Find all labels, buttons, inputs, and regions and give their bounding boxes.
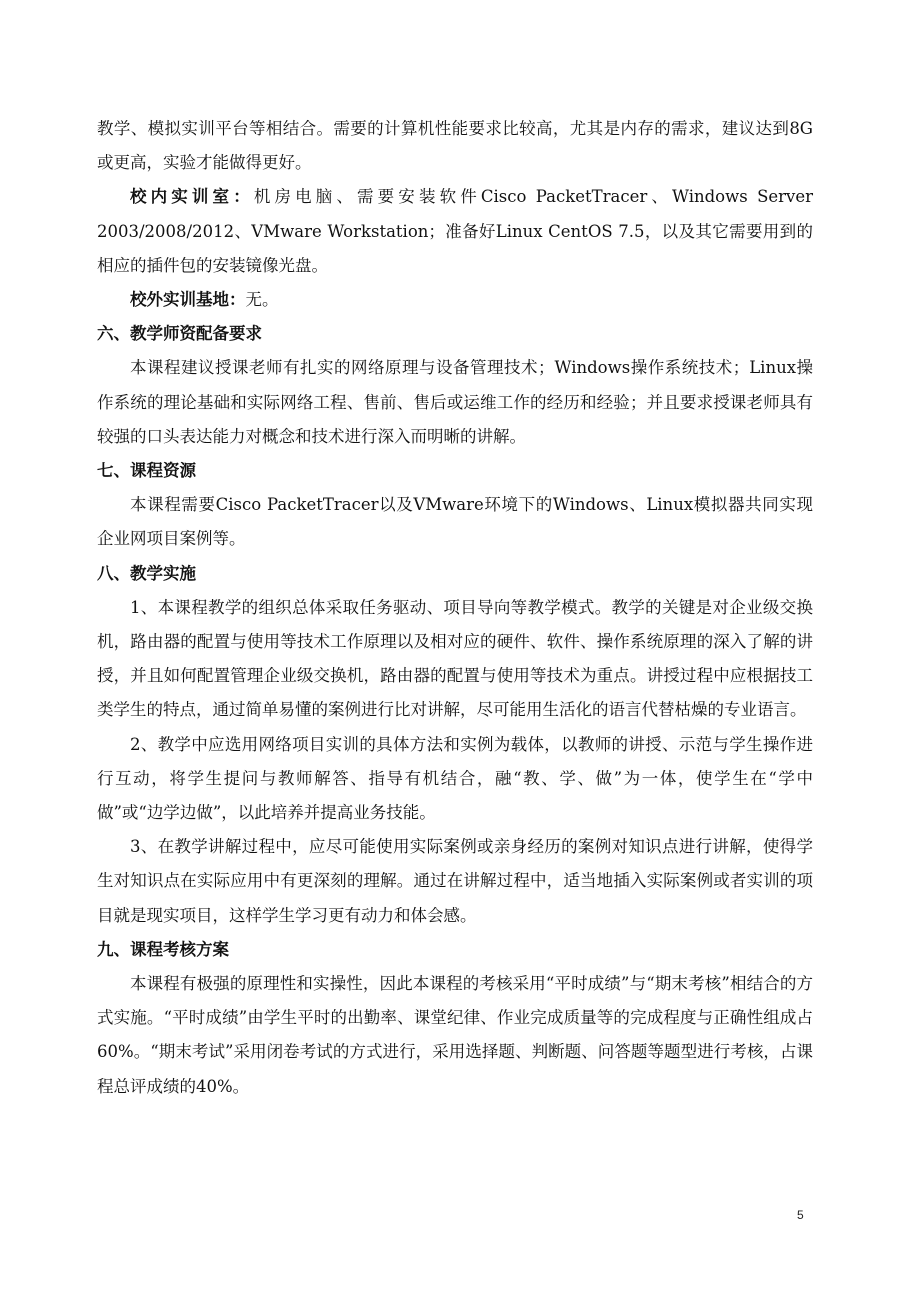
onsite-lab-text: 机房电脑、需要安装软件Cisco PacketTracer、Windows Server 2003/2008/2012、VMware Workstation；准备好Linux CentOS 7.5，以及其它需要用到的相应的插件包的安装镜像光盘。	[97, 187, 813, 275]
paragraph-offsite-base	[97, 283, 813, 317]
paragraph-continuation: 教学、模拟实训平台等相结合。需要的计算机性能要求比较高，尤其是内存的需求，建议达到8G或更高，实验才能做得更好。	[97, 119, 813, 173]
page-number: 5	[797, 1208, 804, 1222]
onsite-lab-label: 校内实训室：	[130, 187, 254, 207]
offsite-base-text: 无。	[245, 290, 279, 310]
paragraph-onsite-lab	[97, 180, 813, 283]
document-body	[97, 112, 813, 1104]
section-heading-7: 七、课程资源	[97, 461, 196, 481]
offsite-base-label: 校外实训基地：	[130, 290, 246, 310]
paragraph-assessment: 本课程有极强的原理性和实操性，因此本课程的考核采用“平时成绩”与“期末考核”相结合的方式实施。“平时成绩”由学生平时的出勤率、课堂纪律、作业完成质量等的完成程度与正确性组成占60%。“期末考试”采用闭卷考试的方式进行，采用选择题、判断题、问答题等题型进行考核，占课程总评成绩的40%。	[97, 974, 813, 1096]
section-heading-6: 六、教学师资配备要求	[97, 324, 262, 344]
section-heading-8: 八、教学实施	[97, 563, 196, 583]
paragraph-course-resources: 本课程需要Cisco PacketTracer以及VMware环境下的Windows、Linux模拟器共同实现企业网项目案例等。	[97, 495, 813, 549]
paragraph-implementation-1: 1、本课程教学的组织总体采取任务驱动、项目导向等教学模式。教学的关键是对企业级交换机，路由器的配置与使用等技术工作原理以及相对应的硬件、软件、操作系统原理的深入了解的讲授，并且如何配置管理企业级交换机，路由器的配置与使用等技术为重点。讲授过程中应根据技工类学生的特点，通过简单易懂的案例进行比对讲解，尽可能用生活化的语言代替枯燥的专业语言。	[97, 597, 813, 720]
paragraph-teacher-requirements: 本课程建议授课老师有扎实的网络原理与设备管理技术；Windows操作系统技术；Linux操作系统的理论基础和实际网络工程、售前、售后或运维工作的经历和经验；并且要求授课老师具有较强的口头表达能力对概念和技术进行深入而明晰的讲解。	[97, 358, 813, 446]
paragraph-implementation-2: 2、教学中应选用网络项目实训的具体方法和实例为载体，以教师的讲授、示范与学生操作进行互动，将学生提问与教师解答、指导有机结合，融“教、学、做”为一体，使学生在“学中做”或“边学边做”，以此培养并提高业务技能。	[97, 734, 813, 823]
paragraph-implementation-3: 3、在教学讲解过程中，应尽可能使用实际案例或亲身经历的案例对知识点进行讲解，使得学生对知识点在实际应用中有更深刻的理解。通过在讲解过程中，适当地插入实际案例或者实训的项目就是现实项目，这样学生学习更有动力和体会感。	[97, 837, 813, 925]
section-heading-9: 九、课程考核方案	[97, 939, 229, 959]
